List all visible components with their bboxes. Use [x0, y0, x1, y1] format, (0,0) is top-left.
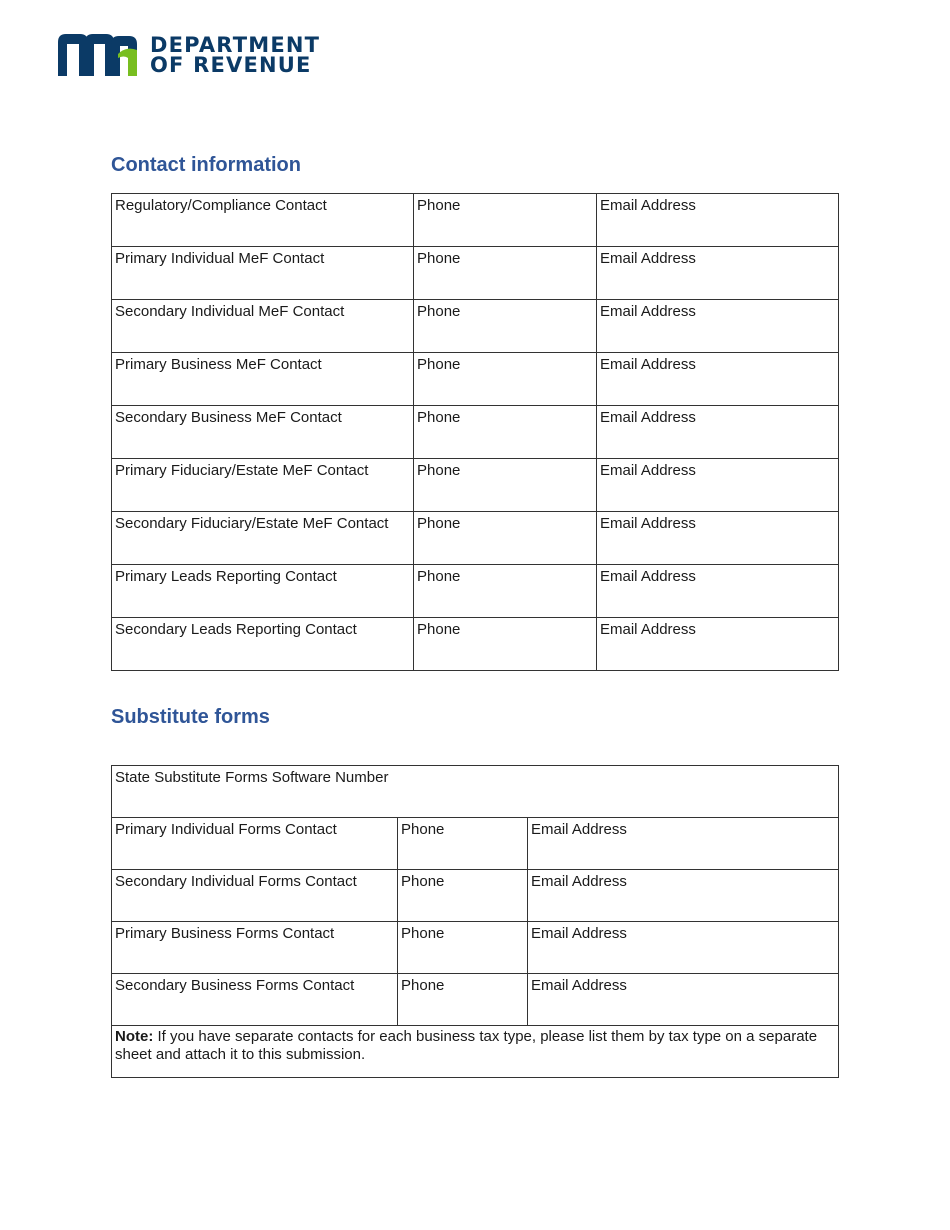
phone-label: Phone [401, 925, 445, 942]
phone-field[interactable] [414, 618, 597, 671]
software-number-row [112, 766, 839, 818]
email-label: Email Address [531, 925, 627, 942]
phone-field[interactable] [414, 353, 597, 406]
contact-label-cell [112, 194, 414, 247]
email-field[interactable] [528, 922, 839, 974]
email-field[interactable] [597, 300, 839, 353]
email-label: Email Address [600, 303, 696, 320]
table-row [112, 247, 839, 300]
logo-wordmark [150, 35, 320, 75]
phone-field[interactable] [414, 194, 597, 247]
table-row [112, 870, 839, 922]
label-label: Primary Individual Forms Contact [115, 821, 337, 838]
phone-label: Phone [401, 821, 445, 838]
contact-table [111, 193, 839, 671]
email-label: Email Address [600, 197, 696, 214]
contact-label-cell [112, 512, 414, 565]
label-label: Regulatory/Compliance Contact [115, 197, 327, 214]
phone-label: Phone [417, 356, 461, 373]
phone-label: Phone [417, 197, 461, 214]
email-label: Email Address [600, 356, 696, 373]
contact-label-cell [112, 459, 414, 512]
phone-field[interactable] [414, 300, 597, 353]
contact-label-cell [112, 353, 414, 406]
phone-label: Phone [417, 409, 461, 426]
note-row [112, 1026, 839, 1078]
table-row [112, 406, 839, 459]
label-label: Secondary Business Forms Contact [115, 977, 355, 994]
phone-label: Phone [401, 977, 445, 994]
phone-field[interactable] [398, 870, 528, 922]
contact-label-cell [112, 406, 414, 459]
email-label: Email Address [600, 462, 696, 479]
contact-label-cell [112, 565, 414, 618]
contact-label-cell [112, 974, 398, 1026]
label-label: Secondary Leads Reporting Contact [115, 621, 357, 638]
contact-section-title: Contact information [111, 154, 301, 176]
label-label: Primary Fiduciary/Estate MeF Contact [115, 462, 369, 479]
table-row [112, 194, 839, 247]
email-field[interactable] [597, 565, 839, 618]
label-label: Primary Business Forms Contact [115, 925, 335, 942]
software-number-field[interactable] [112, 766, 839, 818]
phone-label: Phone [417, 462, 461, 479]
contact-label-cell [112, 300, 414, 353]
table-row [112, 353, 839, 406]
table-row [112, 818, 839, 870]
phone-field[interactable] [398, 922, 528, 974]
email-label: Email Address [531, 873, 627, 890]
contact-label-cell [112, 247, 414, 300]
phone-field[interactable] [414, 565, 597, 618]
label-label: Secondary Individual MeF Contact [115, 303, 345, 320]
email-field[interactable] [528, 818, 839, 870]
phone-field[interactable] [414, 512, 597, 565]
email-field[interactable] [597, 406, 839, 459]
logo-line-2: OF REVENUE [150, 53, 312, 77]
label-label: Secondary Fiduciary/Estate MeF Contact [115, 515, 389, 532]
email-field[interactable] [597, 459, 839, 512]
email-label: Email Address [600, 621, 696, 638]
email-field[interactable] [597, 512, 839, 565]
phone-field[interactable] [414, 406, 597, 459]
phone-field[interactable] [414, 459, 597, 512]
email-field[interactable] [528, 870, 839, 922]
table-row [112, 565, 839, 618]
label-label: Secondary Business MeF Contact [115, 409, 342, 426]
note-label: Note: [115, 1028, 154, 1045]
contact-label-cell [112, 922, 398, 974]
table-row [112, 618, 839, 671]
email-field[interactable] [597, 194, 839, 247]
email-field[interactable] [528, 974, 839, 1026]
contact-label-cell [112, 618, 414, 671]
phone-label: Phone [417, 568, 461, 585]
label-label: Primary Individual MeF Contact [115, 250, 325, 267]
software-number-label: State Substitute Forms Software Number [115, 769, 389, 786]
table-row [112, 922, 839, 974]
email-field[interactable] [597, 247, 839, 300]
department-logo [58, 34, 320, 76]
table-row [112, 512, 839, 565]
email-field[interactable] [597, 618, 839, 671]
table-row [112, 459, 839, 512]
label-label: Primary Leads Reporting Contact [115, 568, 337, 585]
logo-line-1: DEPARTMENT [150, 33, 321, 57]
email-label: Email Address [600, 409, 696, 426]
phone-field[interactable] [414, 247, 597, 300]
phone-label: Phone [417, 515, 461, 532]
contact-label-cell [112, 870, 398, 922]
email-label: Email Address [531, 977, 627, 994]
phone-field[interactable] [398, 974, 528, 1026]
substitute-forms-table [111, 765, 839, 1078]
note-text: If you have separate contacts for each business tax type, please list them by tax type on a separate sheet and attach it to this submission. [115, 1028, 818, 1063]
phone-field[interactable] [398, 818, 528, 870]
substitute-section-title: Substitute forms [111, 706, 270, 728]
table-row [112, 300, 839, 353]
note-cell [112, 1026, 839, 1078]
phone-label: Phone [417, 303, 461, 320]
phone-label: Phone [417, 250, 461, 267]
email-field[interactable] [597, 353, 839, 406]
label-label: Secondary Individual Forms Contact [115, 873, 357, 890]
email-label: Email Address [600, 568, 696, 585]
email-label: Email Address [531, 821, 627, 838]
phone-label: Phone [417, 621, 461, 638]
label-label: Primary Business MeF Contact [115, 356, 322, 373]
contact-label-cell [112, 818, 398, 870]
email-label: Email Address [600, 515, 696, 532]
minnesota-logo-icon [58, 34, 140, 76]
phone-label: Phone [401, 873, 445, 890]
table-row [112, 974, 839, 1026]
email-label: Email Address [600, 250, 696, 267]
